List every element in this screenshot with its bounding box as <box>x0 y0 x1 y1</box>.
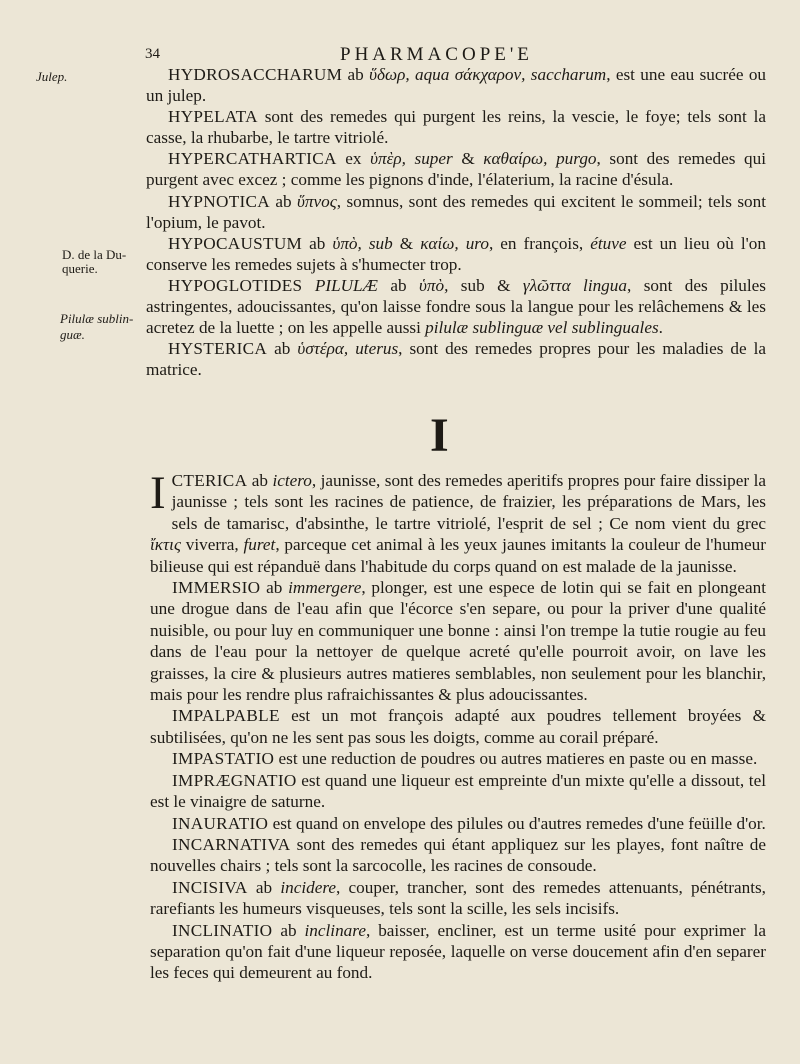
margin-note-pilulae-2: guæ. <box>60 327 85 342</box>
latin-term: purgo <box>547 149 597 169</box>
latin-term: immergere <box>288 578 362 598</box>
entry-text: , baisser, encliner, est un terme usité pour exprimer la separation qu'on fait d'une liqueur reposée, laquelle on verse doucement afin d'en separer les feces qui demeurent au fond. <box>150 920 766 983</box>
latin-term: ictero <box>272 471 312 490</box>
headword: HYPOGLOTIDES <box>168 275 303 295</box>
greek-term: ὑστέρα, <box>297 339 349 359</box>
latin-term: lingua <box>570 275 627 295</box>
entry-impraegnatio <box>150 770 766 813</box>
greek-term: γλῶττα <box>522 275 571 295</box>
headword: HYPOCAUSTUM <box>168 233 303 253</box>
entries-h <box>146 64 766 380</box>
entry-hypercathartica <box>146 148 766 190</box>
entry-hydrosaccharum <box>146 64 766 106</box>
entry-text: ab <box>260 578 289 598</box>
entry-inauratio <box>150 813 766 834</box>
headword: CTERICA <box>171 471 248 490</box>
margin-note-duquerie-1: D. de la Du- <box>62 247 127 262</box>
latin-term: pilulæ sublinguæ vel sublinguales <box>425 318 659 338</box>
entry-text: & <box>452 149 484 169</box>
entry-text: est un mot françois adapté aux poudres tellement broyées & subtilisées, qu'on ne les sent pas sous les doigts, comme au corail préparé. <box>150 706 766 747</box>
latin-term: aqua <box>409 65 455 84</box>
entry-hypoglotides <box>146 275 766 338</box>
entry-text: , plonger, est une espece de lotin qui se fait en plongeant une drogue dans de l'eau afin que l'écorce s'en separe, ou pour la priver d'une qualité nuisible, ou pour luy en communiquer une bonne : ainsi l'on trempe la tutie rougie au feu dans de l'eau pour la nettoyer de quelque acreté qu'elle pourroit avoir, on lave les graisses, la cire & plusieurs autres matieres semblables, non seulement pour les blanchir, mais pour les rendre plus rafraichissantes & plus adoucissantes. <box>150 578 766 705</box>
entry-text: est quand on envelope des pilules ou d'autres remedes d'une feüille d'or. <box>268 813 766 833</box>
latin-term: uro <box>458 233 489 253</box>
entry-text: , sont des remedes qui purgent avec excez ; comme les pignons d'inde, l'élaterium, la racine d'ésula. <box>146 149 766 190</box>
entry-text: , en françois, <box>488 233 591 253</box>
entry-text: , jaunisse, sont des remedes aperitifs propres pour faire dissiper la jaunisse ; tels sont les racines de patience, de fraizier, les préparations de Mars, les sels de tamarisc, d'absinthe, le tartre vitriolé, l'esprit de sel ; Ce nom vient du grec <box>171 471 766 533</box>
latin-term: sub <box>361 233 393 253</box>
entry-text: . <box>658 318 663 338</box>
entry-text: sont des remedes qui étant appliquez sur les playes, font naître de nouvelles chairs ; tels sont la sarcocolle, les racines de consoude. <box>150 834 766 876</box>
headword: IMPALPABLE <box>172 706 280 726</box>
greek-term: ἴκτις <box>150 535 181 555</box>
headword: HYPNOTICA <box>168 191 271 211</box>
entry-hypelata <box>146 106 766 148</box>
page-number: 34 <box>145 46 160 62</box>
greek-term: ὑπὲρ, <box>370 149 406 169</box>
drop-cap: I <box>150 467 166 519</box>
headword: IMPRÆGNATIO <box>172 770 297 790</box>
greek-term: καθαίρω, <box>483 149 548 169</box>
latin-term: PILULÆ <box>302 275 378 295</box>
greek-term: καίω, <box>420 233 459 253</box>
greek-term: ὕδωρ, <box>369 65 410 84</box>
headword: INCLINATIO <box>172 920 273 940</box>
entry-text: est un lieu où l'on conserve les remedes sujets à s'humecter trop. <box>146 233 766 274</box>
french-term: étuve <box>590 233 627 253</box>
headword: INCARNATIVA <box>172 834 291 854</box>
headword: HYSTERICA <box>168 339 268 359</box>
latin-term: uterus <box>348 339 399 359</box>
entry-impalpable <box>150 705 766 748</box>
greek-term: ὕπνος <box>297 191 337 211</box>
latin-term: saccharum <box>525 65 607 84</box>
entry-text: ab <box>272 920 305 940</box>
entry-text: ab <box>302 233 333 253</box>
running-title: PHARMACOPE'E <box>340 44 533 65</box>
headword: HYPELATA <box>168 107 258 127</box>
latin-term: incidere <box>280 877 337 897</box>
entry-hypocaustum <box>146 233 766 275</box>
margin-note-pilulae-1: Pilulæ sublin- <box>60 311 134 326</box>
entry-text: , est une eau sucrée ou un julep. <box>146 65 767 106</box>
headword: HYDROSACCHARUM <box>168 65 343 84</box>
entry-text: ab <box>247 877 281 897</box>
entry-text: ex <box>336 149 371 169</box>
entry-text: ab <box>247 471 273 490</box>
entry-text: viverra, <box>180 535 244 555</box>
headword: HYPERCATHARTICA <box>168 149 337 169</box>
entry-text: est quand une liqueur est empreinte d'un mixte qu'elle a dissout, tel est le vinaigre de saturne. <box>150 770 766 812</box>
entry-text: , sont des remedes propres pour les maladies de la matrice. <box>146 339 766 380</box>
entry-text: , somnus, sont des remedes qui excitent le sommeil; tels sont l'opium, le pavot. <box>146 191 766 232</box>
entry-inclinatio <box>150 920 766 984</box>
entry-hypnotica <box>146 191 766 233</box>
entry-icterica <box>150 467 766 577</box>
greek-term: ὑπὸ, <box>332 233 362 253</box>
entry-immersio <box>150 577 766 705</box>
latin-term: super <box>405 149 453 169</box>
entry-text: ab <box>342 65 370 84</box>
latin-term: inclinare <box>304 920 366 940</box>
headword: IMPASTATIO <box>172 749 275 769</box>
entry-text: ab <box>270 191 298 211</box>
entry-text: & <box>392 233 421 253</box>
entry-text: , parceque cet animal à les yeux jaunes imitants la couleur de l'humeur bilieuse qui est répanduë dans l'habitude du corps quand on est malade de la jaunisse. <box>150 535 766 576</box>
headword: INCISIVA <box>172 877 248 897</box>
entry-text: , couper, trancher, sont des remedes attenuants, pénétrants, rarefiants les humeurs visqueuses, tels sont la scille, les sels incisifs. <box>150 877 766 919</box>
margin-note-duquerie-2: querie. <box>62 261 98 276</box>
entry-hysterica <box>146 338 766 380</box>
headword: IMMERSIO <box>172 578 261 598</box>
entry-text: est une reduction de poudres ou autres matieres en paste ou en masse. <box>274 749 758 769</box>
entry-text: ab <box>377 275 419 295</box>
entry-text: ab <box>267 339 298 359</box>
margin-note-julep: Julep. <box>36 69 68 84</box>
greek-term: ὑπὸ, <box>418 275 449 295</box>
greek-term: σάκχαρον, <box>454 65 526 84</box>
french-term: furet <box>243 535 276 555</box>
entry-text: sont des remedes qui purgent les reins, la vescie, le foye; tels sont la casse, la rhubarbe, le tartre vitriolé. <box>146 107 766 148</box>
headword: INAURATIO <box>172 813 269 833</box>
entries-i <box>150 467 766 984</box>
entry-incarnativa <box>150 834 766 877</box>
entry-text: sub & <box>448 275 523 295</box>
entry-incisiva <box>150 877 766 920</box>
page-header <box>0 44 800 66</box>
entry-text: , sont des pilules astringentes, adoucissantes, qu'on laisse fondre sous la langue pour les relâchemens & les acretez de la luette ; on les appelle aussi <box>146 275 766 338</box>
section-letter: I <box>430 409 449 462</box>
entry-impastatio <box>150 748 766 769</box>
